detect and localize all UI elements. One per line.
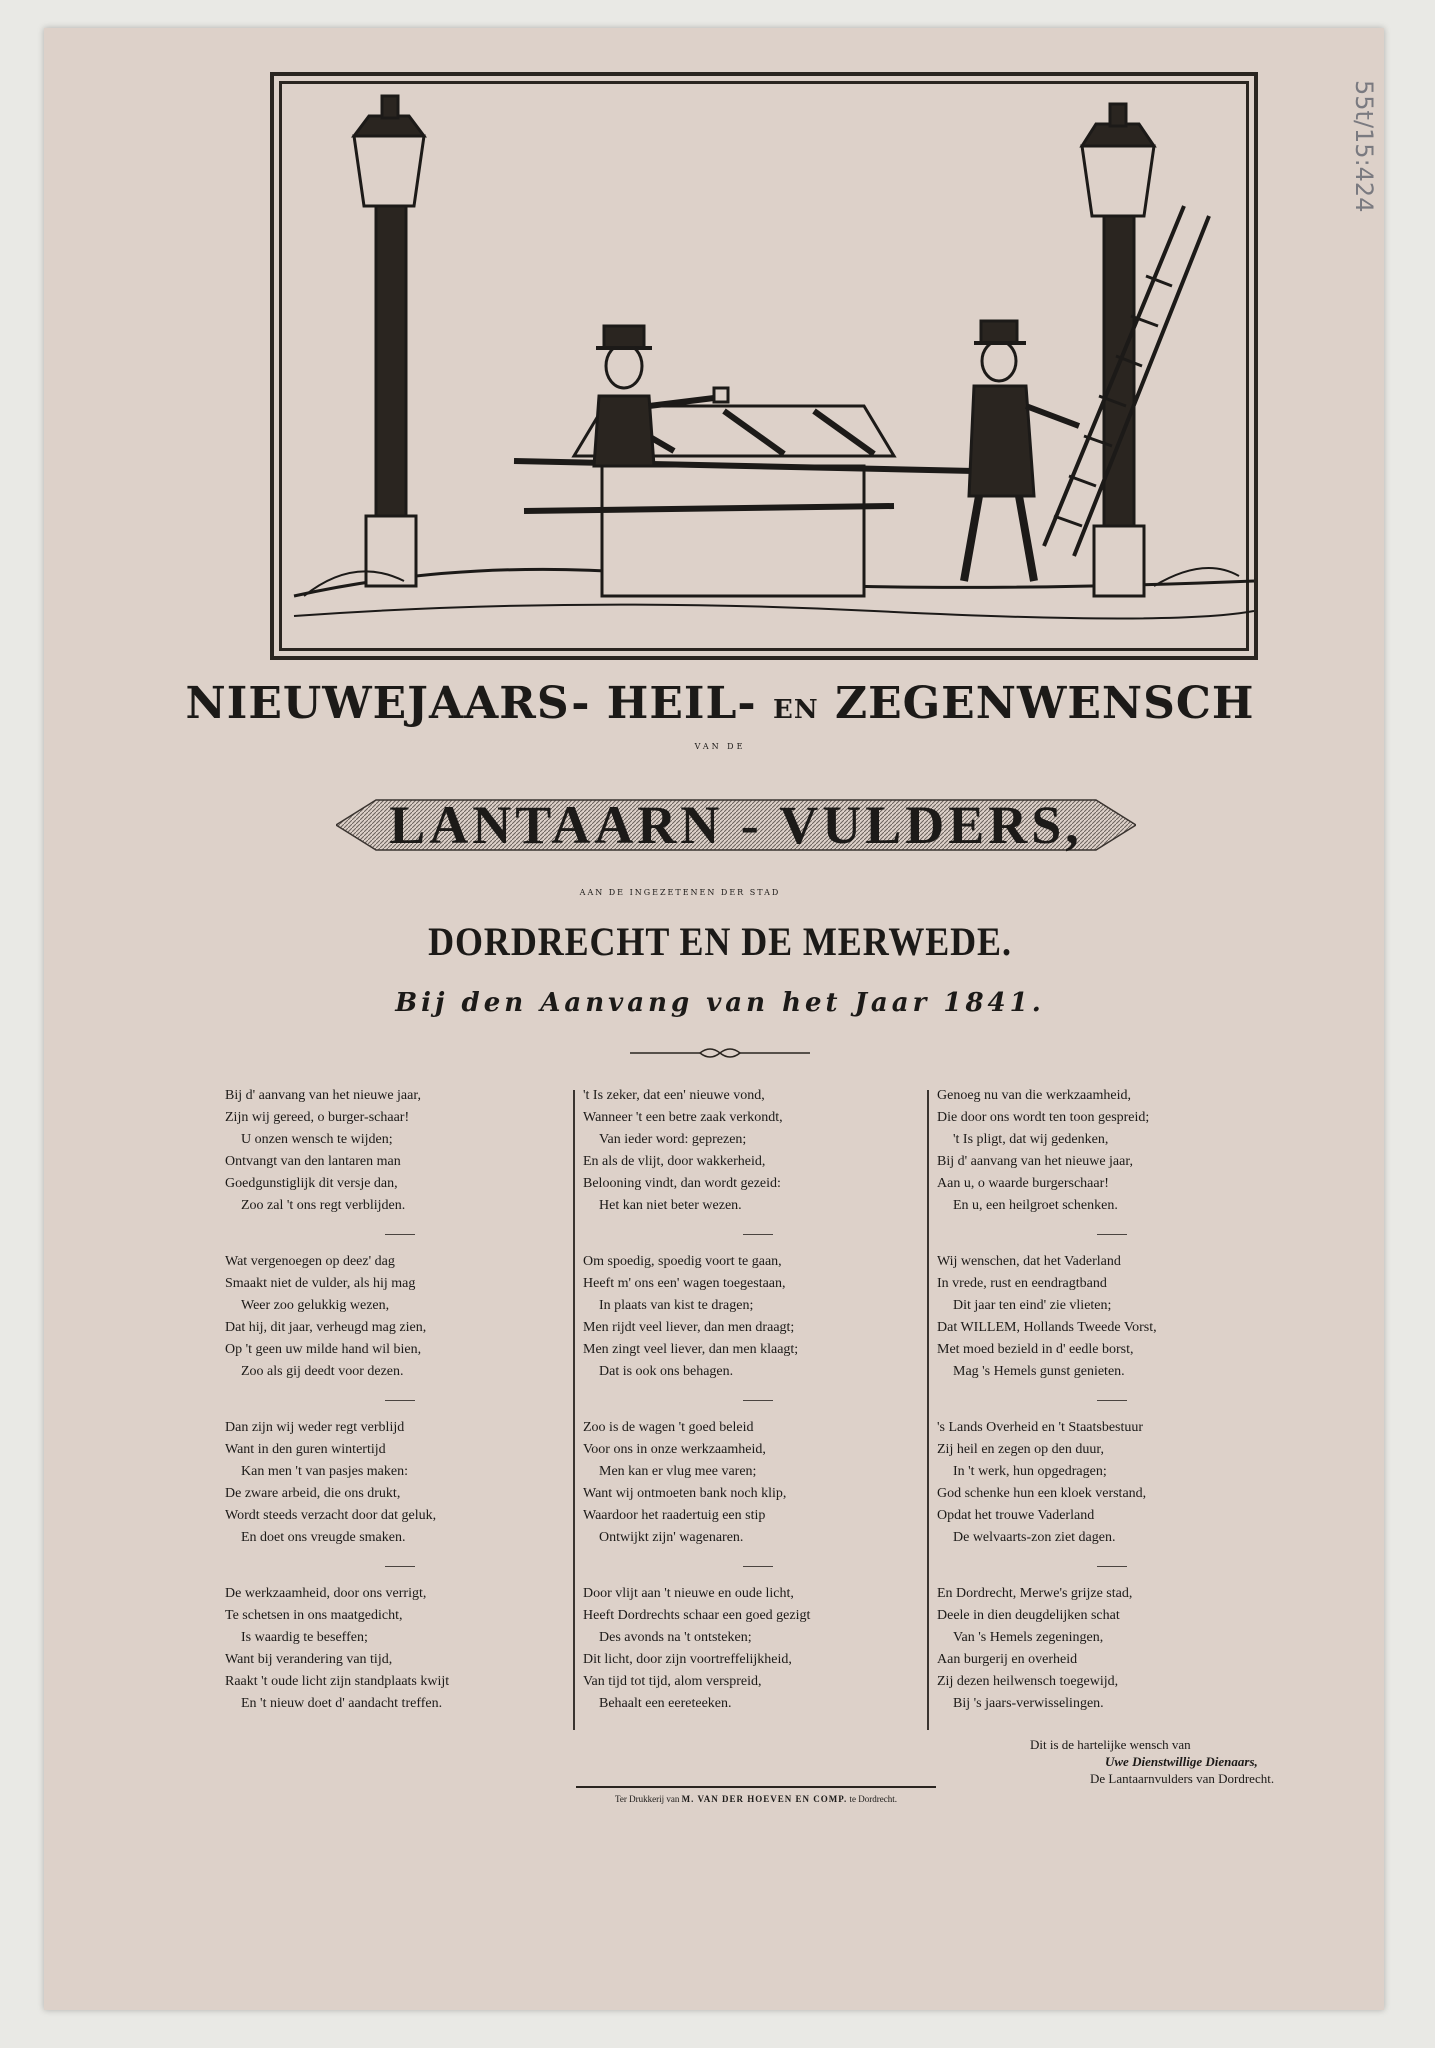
poem-line: Wat vergenoegen op deez' dag <box>225 1254 395 1269</box>
poem-line: Men kan er vlug mee varen; <box>599 1464 757 1479</box>
stanza <box>225 1417 565 1549</box>
poem-line: Zij heil en zegen op den duur, <box>937 1442 1104 1457</box>
stanza <box>937 1417 1277 1549</box>
poem-line: God schenke hun een kloek verstand, <box>937 1486 1147 1501</box>
poem-line: Wij wenschen, dat het Vaderland <box>937 1254 1121 1269</box>
poem-line: Zoo is de wagen 't goed beleid <box>583 1420 754 1435</box>
stanza <box>937 1583 1277 1715</box>
poem-line: Wordt steeds verzacht door dat geluk, <box>225 1508 437 1523</box>
lamplighters-woodcut-image <box>274 76 1254 656</box>
poem-line: Genoeg nu van die werkzaamheid, <box>937 1088 1131 1103</box>
poem-line: Zoo zal 't ons regt verblijden. <box>241 1198 406 1213</box>
stanza <box>583 1085 923 1217</box>
poem-line: Heeft m' ons een' wagen toegestaan, <box>583 1276 786 1291</box>
column-rule-2 <box>927 1090 929 1730</box>
poem-line: Dit licht, door zijn voortreffelijkheid, <box>583 1652 792 1667</box>
poem-line: Die door ons wordt ten toon gespreid; <box>937 1110 1150 1125</box>
printer-suffix: te Dordrecht. <box>849 1794 897 1804</box>
poem-line: Men zingt veel liever, dan men klaagt; <box>583 1342 799 1357</box>
poem-line: En doet ons vreugde smaken. <box>241 1530 406 1545</box>
main-title-part2: ZEGENWENSCH <box>834 678 1255 729</box>
signature-line-3: De Lantaarnvulders van Dordrecht. <box>1090 1771 1275 1786</box>
poem-line: Kan men 't van pasjes maken: <box>241 1464 408 1479</box>
poem-line: Men rijdt veel liever, dan men draagt; <box>583 1320 795 1335</box>
ornamental-divider <box>630 1045 810 1061</box>
poem-column-1 <box>225 1085 565 1749</box>
poem-line: In vrede, rust en eendragtband <box>937 1276 1107 1291</box>
banner-title: LANTAARN - VULDERS, <box>389 795 1083 855</box>
poem-line: Waardoor het raadertuig een stip <box>583 1508 766 1523</box>
poem-line: Ontvangt van den lantaren man <box>225 1154 401 1169</box>
poem-line: Is waardig te beseffen; <box>241 1630 368 1645</box>
occasion-subtitle: Bij den Aanvang van het Jaar 1841. <box>395 988 1045 1018</box>
main-title <box>160 678 1280 729</box>
poem-line: Te schetsen in ons maatgedicht, <box>225 1608 403 1623</box>
poem-line: De zware arbeid, die ons drukt, <box>225 1486 401 1501</box>
poem-line: Zij dezen heilwensch toegewijd, <box>937 1674 1119 1689</box>
poem-line: Weer zoo gelukkig wezen, <box>241 1298 390 1313</box>
printer-prefix: Ter Drukkerij van <box>615 1794 680 1804</box>
city-title: DORDRECHT EN DE MERWEDE. <box>428 919 1012 964</box>
poem-line: Belooning vindt, dan wordt gezeid: <box>583 1176 781 1191</box>
poem-line: Dit jaar ten eind' zie vlieten; <box>953 1298 1112 1313</box>
title-banner <box>336 792 1136 858</box>
poem-line: Raakt 't oude licht zijn standplaats kwijt <box>225 1674 450 1689</box>
poem-line: Deele in dien deugdelijken schat <box>937 1608 1120 1623</box>
archive-number: 55t/15:424 <box>1350 80 1378 213</box>
poem-line: Dat WILLEM, Hollands Tweede Vorst, <box>937 1320 1157 1335</box>
column-rule-1 <box>573 1090 575 1730</box>
stanza <box>583 1417 923 1549</box>
main-title-part1: NIEUWEJAARS- HEIL- <box>185 678 757 729</box>
poem-line: En Dordrecht, Merwe's grijze stad, <box>937 1586 1133 1601</box>
poem-line: Heeft Dordrechts schaar een goed gezigt <box>583 1608 811 1623</box>
poem-line: 't Is zeker, dat een' nieuwe vond, <box>583 1088 765 1103</box>
poem-line: En 't nieuw doet d' aandacht treffen. <box>241 1696 443 1711</box>
poem-line: Want in den guren wintertijd <box>225 1442 386 1457</box>
poem-line: 's Lands Overheid en 't Staatsbestuur <box>937 1420 1144 1435</box>
stanza <box>225 1085 565 1217</box>
poem-column-2 <box>583 1085 923 1749</box>
woodcut-illustration <box>270 72 1258 660</box>
poem-line: Bij d' aanvang van het nieuwe jaar, <box>225 1088 421 1103</box>
poem-line: Aan burgerij en overheid <box>937 1652 1078 1667</box>
poem-line: Ontwijkt zijn' wagenaren. <box>599 1530 744 1545</box>
signature-line-2: Uwe Dienstwillige Dienaars, <box>1105 1754 1258 1769</box>
poem-line: Bij d' aanvang van het nieuwe jaar, <box>937 1154 1133 1169</box>
printer-imprint <box>576 1786 936 1804</box>
poem-line: En als de vlijt, door wakkerheid, <box>583 1154 766 1169</box>
poem-line: U onzen wensch te wijden; <box>241 1132 393 1147</box>
poem-line: Bij 's jaars-verwisselingen. <box>953 1696 1104 1711</box>
poem-line: Om spoedig, spoedig voort te gaan, <box>583 1254 782 1269</box>
poem-line: Des avonds na 't ontsteken; <box>599 1630 752 1645</box>
poem-line: Dat hij, dit jaar, verheugd mag zien, <box>225 1320 427 1335</box>
poem-line: De welvaarts-zon ziet dagen. <box>953 1530 1116 1545</box>
poem-line: Aan u, o waarde burgerschaar! <box>937 1176 1109 1191</box>
poem-line: De werkzaamheid, door ons verrigt, <box>225 1586 427 1601</box>
poem-line: 't Is pligt, dat wij gedenken, <box>953 1132 1109 1147</box>
poem-line: Zoo als gij deedt voor dezen. <box>241 1364 404 1379</box>
poem-line: In 't werk, hun opgedragen; <box>953 1464 1107 1479</box>
poem-line: Mag 's Hemels gunst genieten. <box>953 1364 1125 1379</box>
stanza <box>583 1583 923 1715</box>
poem-line: Op 't geen uw milde hand wil bien, <box>225 1342 422 1357</box>
stanza <box>583 1251 923 1383</box>
poem-line: Zijn wij gereed, o burger-schaar! <box>225 1110 410 1125</box>
signature-line-1: Dit is de hartelijke wensch van <box>1030 1737 1191 1752</box>
poem-line: Wanneer 't een betre zaak verkondt, <box>583 1110 783 1125</box>
stanza <box>225 1583 565 1715</box>
poem-line: Want bij verandering van tijd, <box>225 1652 393 1667</box>
stanza <box>937 1251 1277 1383</box>
stanza <box>225 1251 565 1383</box>
poem-line: Het kan niet beter wezen. <box>599 1198 742 1213</box>
poem-line: Dan zijn wij weder regt verblijd <box>225 1420 405 1435</box>
poem-line: Dat is ook ons behagen. <box>599 1364 734 1379</box>
poem-line: Van ieder word: geprezen; <box>599 1132 747 1147</box>
signature-block <box>1000 1736 1340 1787</box>
poem-line: Van tijd tot tijd, alom verspreid, <box>583 1674 762 1689</box>
poem-line: Met moed bezield in d' eedle borst, <box>937 1342 1134 1357</box>
poem-line: Voor ons in onze werkzaamheid, <box>583 1442 766 1457</box>
poem-line: Smaakt niet de vulder, als hij mag <box>225 1276 416 1291</box>
van-de-label: VAN DE <box>694 742 746 751</box>
printer-name: M. VAN DER HOEVEN EN COMP. <box>681 1794 848 1804</box>
poem-line: Door vlijt aan 't nieuwe en oude licht, <box>583 1586 794 1601</box>
main-title-en: EN <box>773 695 819 725</box>
poem-line: Van 's Hemels zegeningen, <box>953 1630 1104 1645</box>
aan-de-ingezetenen-label: AAN DE INGEZETENEN DER STAD <box>579 888 781 897</box>
poem-line: Want wij ontmoeten bank noch klip, <box>583 1486 787 1501</box>
poem-column-3 <box>937 1085 1277 1749</box>
poem-line: En u, een heilgroet schenken. <box>953 1198 1118 1213</box>
poem-line: Goedgunstiglijk dit versje dan, <box>225 1176 398 1191</box>
poem-line: Behaalt een eereteeken. <box>599 1696 732 1711</box>
poem-line: In plaats van kist te dragen; <box>599 1298 754 1313</box>
poem-line: Opdat het trouwe Vaderland <box>937 1508 1095 1523</box>
stanza <box>937 1085 1277 1217</box>
